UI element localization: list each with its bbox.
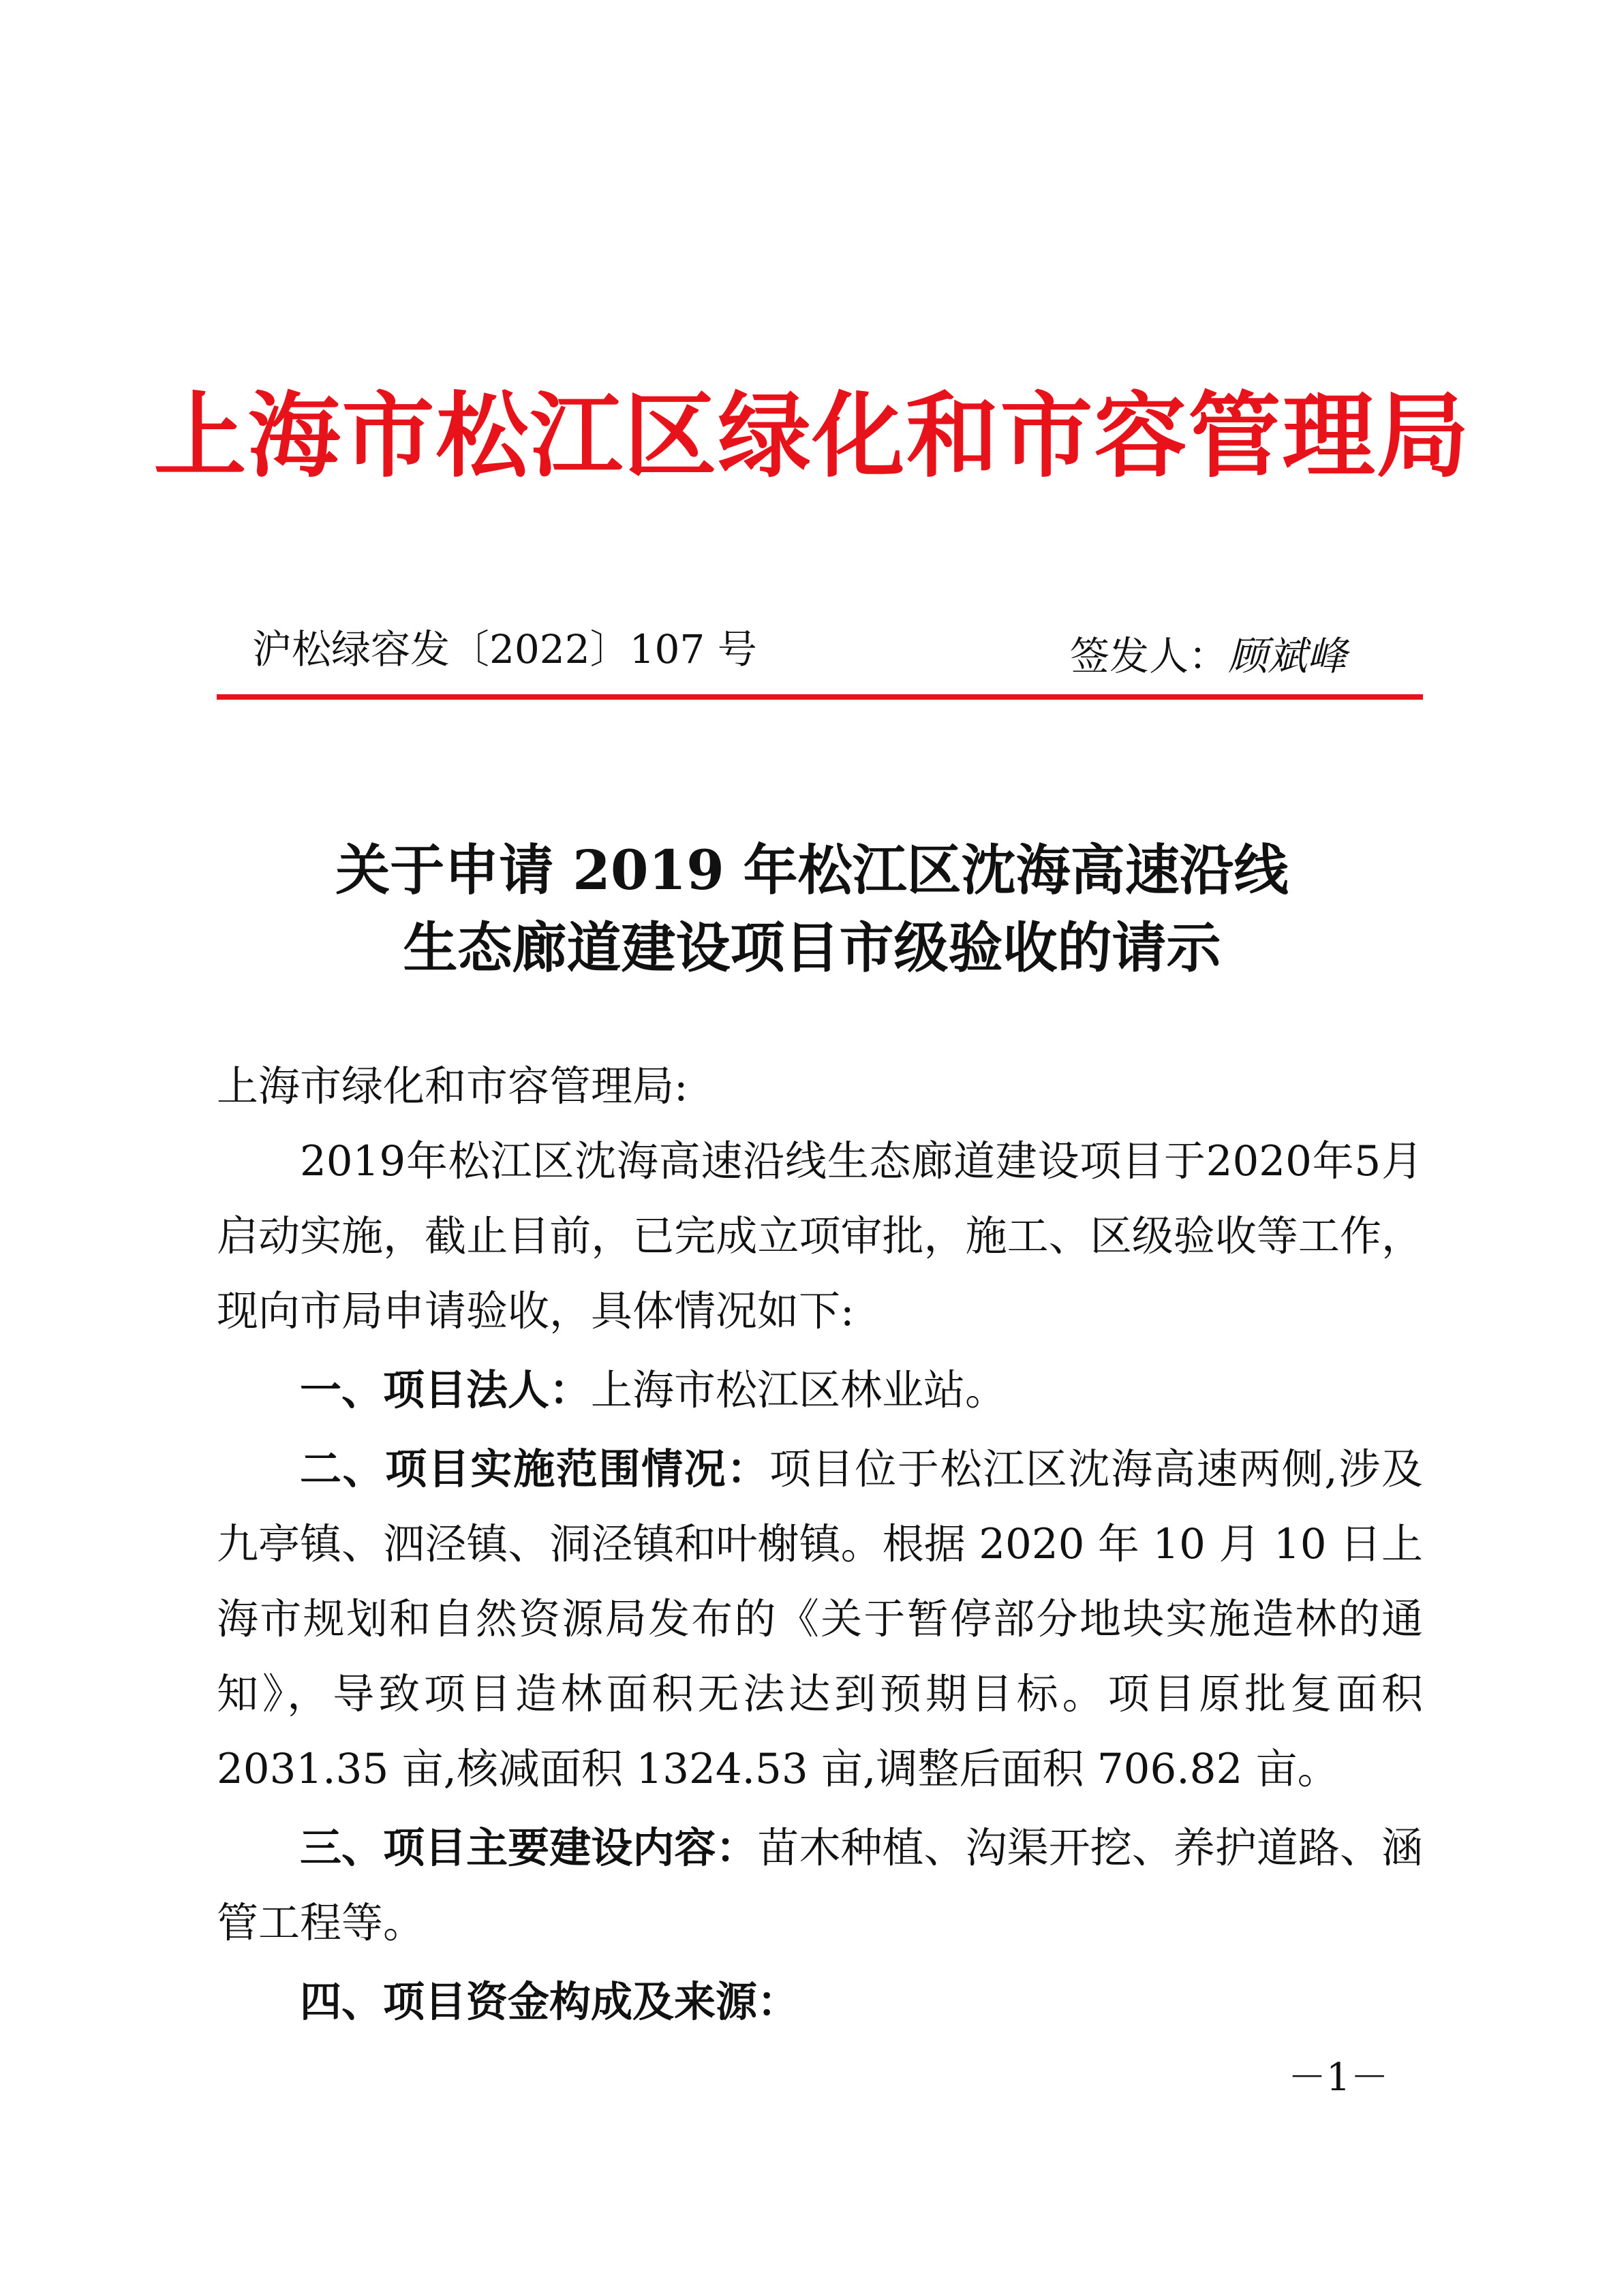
section-heading: 四、项目资金构成及来源：	[300, 1978, 799, 2026]
document-title-line-1: 关于申请 2019 年松江区沈海高速沿线	[335, 838, 1289, 902]
document-body	[217, 1049, 1423, 2040]
section-4	[217, 1965, 1423, 2040]
page-number-text: －1－	[1288, 2055, 1389, 2100]
document-title-line-2: 生态廊道建设项目市级验收的请示	[403, 916, 1221, 980]
section-text: 上海市松江区林业站。	[591, 1366, 1007, 1414]
issuer-masthead: 上海市松江区绿化和市容管理局	[153, 382, 1471, 491]
signer	[1070, 632, 1347, 680]
section-heading: 三、项目主要建设内容：	[300, 1824, 758, 1872]
section-1	[217, 1353, 1423, 1428]
red-divider-line	[217, 694, 1423, 700]
signer-label: 签发人：	[1070, 633, 1229, 679]
section-2	[217, 1432, 1423, 1807]
section-heading: 一、项目法人：	[300, 1366, 592, 1414]
section-3	[217, 1811, 1423, 1961]
section-text: 苗木种植、沟渠开挖、养护道路、涵管工程等。	[217, 1824, 1423, 1947]
salutation: 上海市绿化和市容管理局:	[217, 1062, 688, 1111]
section-text: 项目位于松江区沈海高速两侧,涉及九亭镇、泗泾镇、洞泾镇和叶榭镇。根据 2020 年 10 月 10 日上海市规划和自然资源局发布的《关于暂停部分地块实施造林的通知》，导致项目造林面积无法达到预期目标。项目原批复面积 2031.35 亩,核减面积 1324.53 亩,调整后面积 706.82 亩。	[217, 1445, 1423, 1793]
section-heading: 二、项目实施范围情况：	[300, 1445, 770, 1493]
document-number: 沪松绿容发〔2022〕107 号	[252, 626, 757, 672]
intro-paragraph: 2019年松江区沈海高速沿线生态廊道建设项目于2020年5月启动实施，截止目前，已完成立项审批，施工、区级验收等工作，现向市局申请验收，具体情况如下:	[217, 1137, 1423, 1335]
signer-name: 顾斌峰	[1228, 633, 1347, 679]
